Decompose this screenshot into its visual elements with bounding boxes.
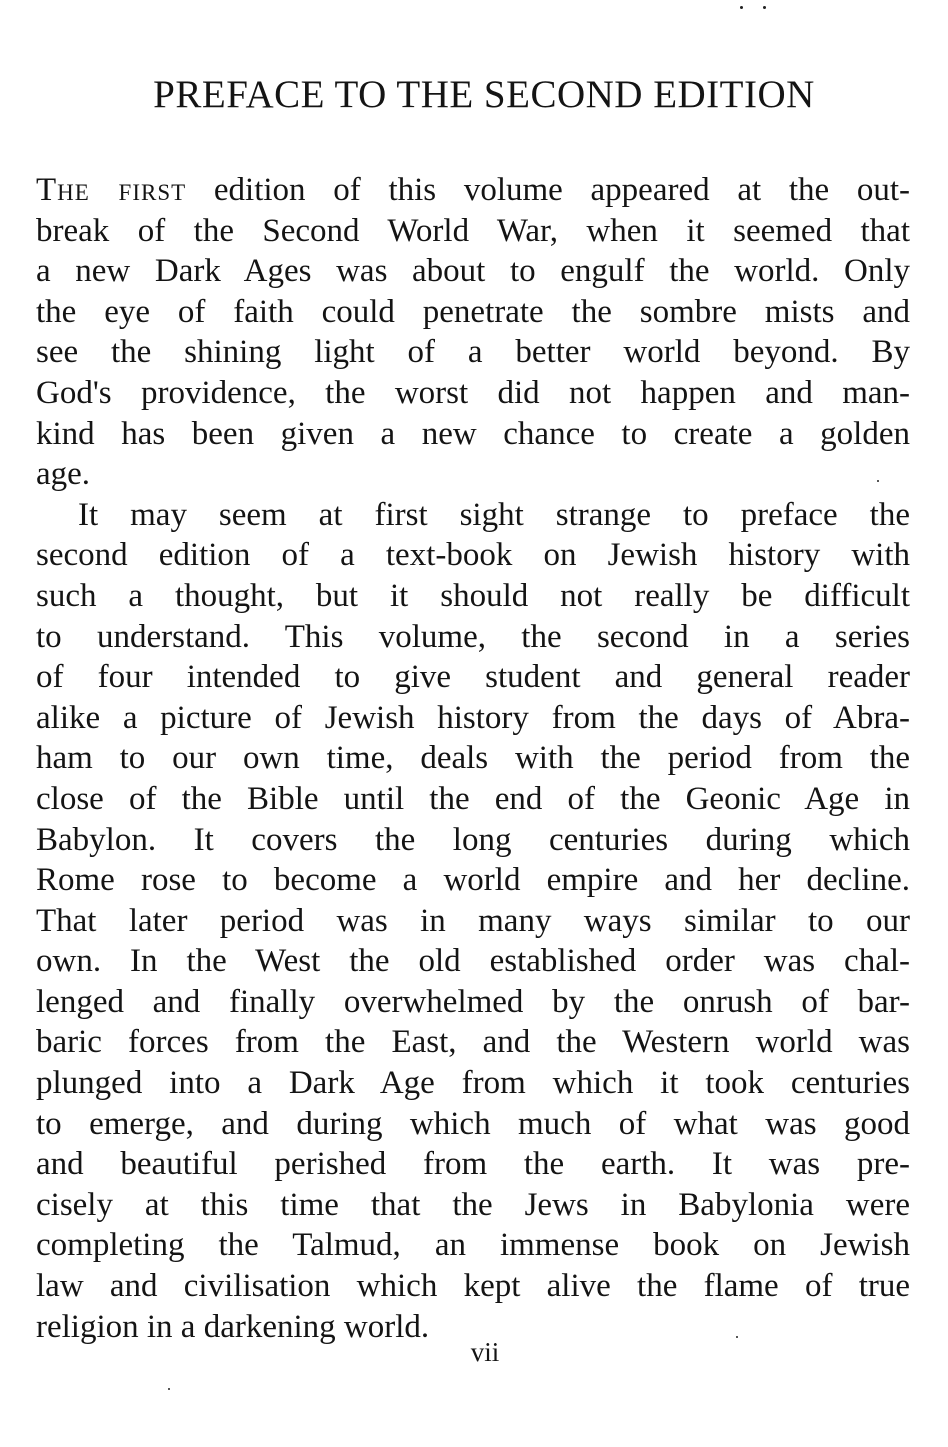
text-line: religion in a darkening world.	[36, 1308, 430, 1345]
page-number: vii	[470, 1337, 500, 1367]
scan-speck	[763, 6, 766, 9]
text-line: baric forces from the East, and the Western world was	[36, 1024, 910, 1061]
paragraph-1-line-1	[36, 170, 910, 211]
text-line: Babylon. It covers the long centuries during which	[36, 821, 910, 858]
text-line: law and civilisation which kept alive the flame of true	[36, 1268, 910, 1305]
text-line: to emerge, and during which much of what was good	[36, 1105, 910, 1142]
scan-speck	[736, 1336, 738, 1338]
text-line: of four intended to give student and general reader	[36, 659, 910, 696]
scan-speck	[168, 1388, 170, 1390]
text-line: alike a picture of Jewish history from the days of Abra-	[36, 699, 910, 736]
text-line: close of the Bible until the end of the Geonic Age in	[36, 780, 910, 817]
text-line: It may seem at first sight strange to preface the	[78, 496, 910, 533]
text-line: and beautiful perished from the earth. It was pre-	[36, 1146, 910, 1183]
text-line: a new Dark Ages was about to engulf the world. Only	[36, 253, 910, 290]
text-line: plunged into a Dark Age from which it took centuries	[36, 1065, 910, 1102]
scan-speck	[877, 480, 879, 482]
text-line: That later period was in many ways similar to our	[36, 902, 910, 939]
text-line: lenged and finally overwhelmed by the onrush of bar-	[36, 983, 910, 1020]
text-line: edition of this volume appeared at the out-	[213, 172, 911, 208]
text-line: ham to our own time, deals with the period from the	[36, 740, 910, 777]
preface-body	[36, 170, 910, 1347]
page-title: PREFACE TO THE SECOND EDITION	[153, 73, 815, 116]
text-line: own. In the West the old established order was chal-	[36, 943, 910, 980]
text-line: Rome rose to become a world empire and her decline.	[36, 862, 910, 899]
text-line: see the shining light of a better world beyond. By	[36, 334, 910, 371]
text-line: cisely at this time that the Jews in Babylonia were	[36, 1186, 910, 1223]
text-line: God's providence, the worst did not happen and man-	[36, 374, 910, 411]
text-line: second edition of a text-book on Jewish history with	[36, 537, 910, 574]
scan-speck	[740, 6, 743, 9]
text-line: completing the Talmud, an immense book on Jewish	[36, 1227, 910, 1264]
text-line: break of the Second World War, when it seemed that	[36, 212, 910, 249]
text-line: such a thought, but it should not really be difficult	[36, 577, 910, 614]
text-line: kind has been given a new chance to create a golden	[36, 415, 910, 452]
text-line: the eye of faith could penetrate the sombre mists and	[36, 293, 910, 330]
lead-in-small-caps: The first	[36, 172, 187, 208]
text-line: to understand. This volume, the second in a series	[36, 618, 910, 655]
text-line: age.	[36, 456, 91, 493]
